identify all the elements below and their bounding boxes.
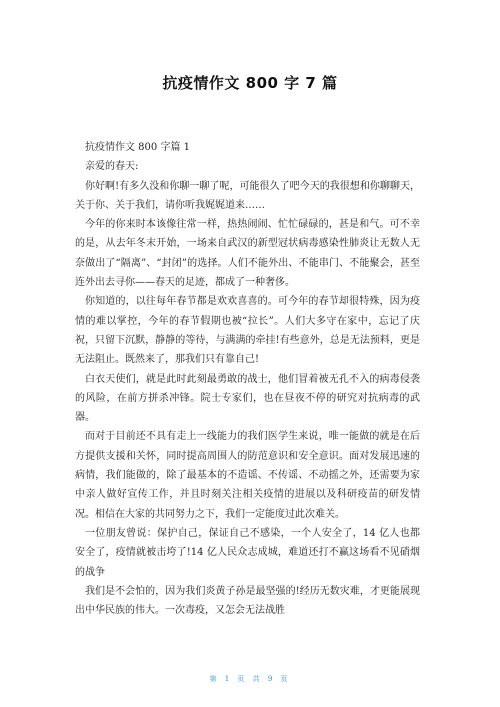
paragraph: 你好啊!有多久没和你聊一聊了呢，可能很久了吧今天的我很想和你聊聊天，关于你、关于我们，请你听我娓娓道来…… bbox=[75, 180, 420, 211]
page-number-footer: 第 1 页 共 9 页 bbox=[209, 675, 291, 683]
paragraph: 一位朋友曾说：保护自己，保证自己不感染，一个人安全了，14 亿人也都安全了，疫情就被击垮了!14 亿人民众志成城，难道还打不赢这场看不见硝烟的战争 bbox=[75, 527, 420, 578]
paragraph: 我们是不会怕的，因为我们炎黄子孙是最坚强的!经历无数灾难，才更能展现出中华民族的伟大。一次毒疫，又怎会无法战胜 bbox=[75, 585, 420, 617]
document-title: 抗疫情作文 800 字 7 篇 bbox=[162, 74, 338, 92]
paragraph: 而对于目前还不具有走上一线能力的我们医学生来说，唯一能做的就是在后方提供支援和关怀，同时提高周围人的防范意识和安全意识。面对发展迅速的病情，我们能做的，除了最基本的不造谣、不传谣、不动摇之外，还需要为家中亲人做好宣传工作，并且时刻关注相关疫情的进展以及科研疫苗的研发情况。相信在大家的共同努力之下，我们一定能度过此次难关。 bbox=[75, 431, 420, 520]
salutation: 亲爱的春天: bbox=[85, 161, 139, 173]
document-body bbox=[75, 138, 420, 620]
paragraph: 白衣天使们，就是此时此刻最勇敢的战士，他们冒着被无孔不入的病毒侵袭的风险，在前方拼杀冲锋。院士专家们，也在昼夜不停的研究对抗病毒的武器。 bbox=[75, 373, 420, 424]
section-heading: 抗疫情作文 800 字篇 1 bbox=[85, 142, 190, 153]
paragraph: 今年的你来时本该像往常一样，热热闹闹、忙忙碌碌的，甚是和气。可不幸的是，从去年冬末开始，一场来自武汉的新型冠状病毒感染性肺炎让无数人无奈做出了“隔离”、“封闭”的选择。人们不能外出、不能串门、不能聚会，甚至连外出去寻你——春天的足迹，都成了一种奢侈。 bbox=[75, 219, 420, 289]
paragraph: 你知道的，以往每年春节都是欢欢喜喜的。可今年的春节却很特殊，因为疫情的难以掌控，今年的春节假期也被“拉长”。人们大多守在家中，忘记了庆祝，只留下沉默，静静的等待，与满满的牵挂!有些意外，总是无法预料，更是无法阻止。既然来了，那我们只有靠自己! bbox=[75, 296, 420, 366]
